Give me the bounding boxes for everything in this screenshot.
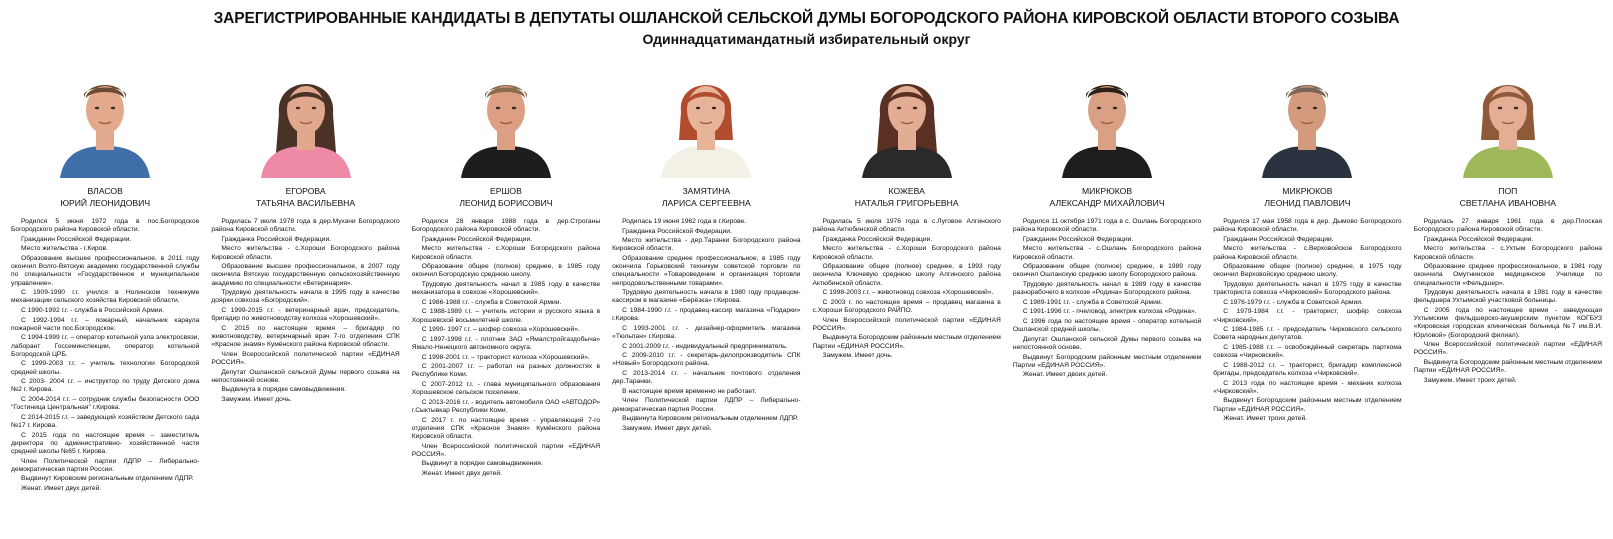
candidate-given-names: АЛЕКСАНДР МИХАЙЛОВИЧ xyxy=(1049,197,1165,208)
candidate-surname: ЕРШОВ xyxy=(490,186,522,196)
biography-paragraph: С 1996 года по настоящее время - оператор котельной Ошланской средней школы. xyxy=(1012,317,1202,334)
biography-paragraph: С 2009-2010 г.г. - секретарь-делопроизводитель СПК «Новый» Богородского района. xyxy=(612,352,801,368)
biography-paragraph: Член Политической партии ЛДПР – Либерально-демократическая партия России. xyxy=(11,457,200,473)
biography-paragraph: С 2001-2007 г.г. – работал на разных должностях в Республике Коми. xyxy=(411,363,601,379)
biography-paragraph: Место жительства - с.Верховойское Богородского района Кировской области. xyxy=(1213,245,1402,261)
biography-paragraph: С 2013-2014 г.г. - начальник почтового отделения дер.Таранки. xyxy=(612,369,801,386)
biography-paragraph: Родилась 19 июня 1962 года в г.Кирове. xyxy=(622,218,747,225)
biography-paragraph: Трудовую деятельность начала в 1980 году продавцом-кассиром в магазине «Берёзка» г.Кирова. xyxy=(612,289,801,305)
candidate-photo-frame xyxy=(211,50,399,178)
candidate-given-names: ТАТЬЯНА ВАСИЛЬЕВНА xyxy=(256,197,356,208)
biography-paragraph: Выдвинута Богородским районным местным отделением Партии «ЕДИНАЯ РОССИЯ». xyxy=(812,334,1001,350)
candidate-given-names: СВЕТЛАНА ИВАНОВНА xyxy=(1459,197,1556,208)
biography-paragraph: Образование общее (полное) среднее, в 1989 году окончил Ошланскую среднюю школу Богородского района. xyxy=(1012,263,1202,279)
biography-paragraph: С 2003- 2004 г.г. – инструктор по труду Детского дома №2 г. Кирова. xyxy=(11,378,200,394)
biography-paragraph: Выдвинута в порядке самовыдвижения. xyxy=(221,386,346,394)
candidate-card xyxy=(1207,50,1407,495)
biography-paragraph: Трудовую деятельность начал в 1985 году в качестве механизатора в совхозе «Хорошевский». xyxy=(411,280,601,297)
biography-paragraph: Трудовую деятельность начал в 1989 году в качестве разнорабочего в колхозе «Родина» Богородского района. xyxy=(1012,280,1202,297)
biography-paragraph: Родился 5 июня 1972 года в пос.Богородское Богородского района Кировской области. xyxy=(11,218,200,234)
candidate-biography xyxy=(211,218,399,404)
biography-paragraph: Место жительства - с.Хороши Богородского района Кировской области. xyxy=(411,245,601,261)
biography-paragraph: Гражданин Российской Федерации. xyxy=(21,235,132,243)
candidate-biography xyxy=(813,218,1001,360)
biography-paragraph: С 1991-1996 г.г. - пчеловод, электрик колхоза «Родина». xyxy=(1022,308,1197,316)
biography-paragraph: Образование общее (полное) среднее, в 1985 году окончил Богородскую среднюю школу. xyxy=(411,263,601,279)
candidate-portrait xyxy=(56,54,154,178)
candidate-card xyxy=(1007,50,1207,495)
biography-paragraph: Женат. Имеет двоих детей. xyxy=(1022,371,1108,379)
candidate-card xyxy=(606,50,806,495)
biography-paragraph: С 1990-1992 г.г. - служба в Российской Армии. xyxy=(21,306,165,314)
biography-paragraph: С 1985-1988 г.г. – освобождённый секретарь парткома совхоза «Чирковский». xyxy=(1213,343,1402,360)
biography-paragraph: Место жительства - г.Киров. xyxy=(21,245,108,253)
biography-paragraph: В настоящее время временно не работает. xyxy=(622,387,757,395)
candidate-portrait xyxy=(257,54,355,178)
biography-paragraph: Замужем. Имеет двух детей. xyxy=(622,424,712,432)
biography-paragraph: С 1993-2001 г.г. - дизайнер-оформитель магазина «Тюльпан» г.Кирова. xyxy=(612,324,801,340)
biography-paragraph: С 2017 г. по настоящее время - управляющий 7-го отделения СПК «Красное Знамя» Кумёнского района Кировской области. xyxy=(411,416,601,440)
biography-paragraph: С 1986-1988 г.г. - служба в Советской Армии. xyxy=(421,298,562,306)
biography-paragraph: Гражданка Российской Федерации. xyxy=(822,235,933,243)
biography-paragraph: Образование высшее профессиональное, в 2007 году окончила Вятскую государственную сельскохозяйственную академию по специальности «Ветеринария». xyxy=(211,263,400,287)
biography-paragraph: Трудовую деятельность начала в 1981 году в качестве фельдшера Ухтымской участковой больницы. xyxy=(1413,289,1602,305)
biography-paragraph: С 1988-1989 г.г. – учитель истории и русского языка в Хорошевской восьмилетней школе. xyxy=(411,308,601,324)
biography-paragraph: Член Политической партии ЛДПР – Либерально-демократическая партия России. xyxy=(612,397,801,413)
biography-paragraph: Гражданка Российской Федерации. xyxy=(1423,235,1534,243)
biography-paragraph: Выдвинута Кировским региональным отделением ЛДПР. xyxy=(622,415,799,423)
biography-paragraph: Замужем. Имеет дочь. xyxy=(221,395,292,403)
page-title: ЗАРЕГИСТРИРОВАННЫЕ КАНДИДАТЫ В ДЕПУТАТЫ ОШЛАНСКОЙ СЕЛЬСКОЙ ДУМЫ БОГОРОДСКОГО РАЙОНА КИРОВСКОЙ ОБЛАСТИ ВТОРОГО СОЗЫВА xyxy=(213,10,1400,27)
biography-paragraph: Родился 28 января 1988 года в дер.Строганы Богородского района Кировской области. xyxy=(411,218,601,234)
biography-paragraph: С 1999-2003 г.г. – учитель технологии Богородской средней школы. xyxy=(11,360,200,376)
biography-paragraph: Женат. Имеет двух детей. xyxy=(421,469,502,477)
biography-paragraph: С 2014-2015 г.г. – заведующий хозяйством Детского сада №17 г. Кирова. xyxy=(11,413,200,429)
candidate-name xyxy=(1013,186,1201,212)
biography-paragraph: С 1909-1990 г.г. учился в Нолинском техникуме механизации сельского хозяйства Кировской области. xyxy=(11,289,200,305)
biography-paragraph: Место жительства - с.Ухтым Богородского района Кировской области. xyxy=(1413,245,1602,261)
biography-paragraph: С 2004-2014 г.г. – сотрудник службы безопасности ООО "Гостиница Центральная" г.Кирова. xyxy=(11,395,200,412)
biography-paragraph: Гражданин Российской Федерации. xyxy=(1223,235,1334,243)
biography-paragraph: Выдвинут Богородским районным местным отделением Партии «ЕДИНАЯ РОССИЯ». xyxy=(1213,397,1402,413)
biography-paragraph: Выдвинут в порядке самовыдвижения. xyxy=(421,460,543,468)
biography-paragraph: Родился 11 октября 1971 года в с. Ошлань Богородского района Кировской области. xyxy=(1012,218,1202,234)
biography-paragraph: Родилась 7 июля 1978 года в дер.Мухачи Богородского района Кировской области. xyxy=(211,218,400,234)
candidate-photo-frame xyxy=(813,50,1001,178)
biography-paragraph: Гражданин Российской Федерации. xyxy=(1022,235,1134,243)
candidate-surname: ПОП xyxy=(1498,186,1518,196)
biography-paragraph: С 2015 года по настоящее время – заместитель директора по административно- хозяйственной части средней школы №65 г. Кирова. xyxy=(11,431,200,455)
candidate-name xyxy=(412,186,600,212)
biography-paragraph: Образование среднее профессиональное, в 1981 году окончила Омутнинское медицинское Училище по специальности «Фельдшер». xyxy=(1413,263,1602,287)
candidate-biography xyxy=(1013,218,1201,380)
candidate-given-names: ЛЕОНИД ПАВЛОВИЧ xyxy=(1264,197,1351,208)
biography-paragraph: С 1984-1985 г.г. - председатель Чирковского сельского Совета народных депутатов. xyxy=(1213,326,1402,342)
candidate-surname: КОЖЕВА xyxy=(888,186,925,196)
page-subtitle: Одиннадцатимандатный избирательный округ xyxy=(642,31,971,47)
biography-paragraph: Выдвинут Богородским районным местным отделением Партии «ЕДИНАЯ РОССИЯ». xyxy=(1012,353,1202,369)
biography-paragraph: Замужем. Имеет дочь. xyxy=(822,352,893,360)
candidate-given-names: ЛАРИСА СЕРГЕЕВНА xyxy=(661,197,751,208)
biography-paragraph: С 2007-2012 г.г. - глава муниципального образования Хорошевское сельское поселение. xyxy=(411,380,601,397)
biography-paragraph: Место жительства - с.Ошлань Богородского района Кировской области. xyxy=(1012,245,1202,261)
candidate-biography xyxy=(612,218,800,433)
candidate-given-names: НАТАЛЬЯ ГРИГОРЬЕВНА xyxy=(854,197,959,208)
biography-paragraph: Гражданин Российской Федерации. xyxy=(421,235,533,243)
biography-paragraph: Член Всероссийской политической партии «ЕДИНАЯ РОССИЯ». xyxy=(1413,341,1602,357)
biography-paragraph: Образование высшее профессиональное, в 2011 году окончил Волго-Вятскую академию государственной службы по специальности «Государственное и муниципальное управление». xyxy=(11,254,200,287)
candidate-surname: МИКРЮКОВ xyxy=(1082,186,1133,196)
biography-paragraph: Гражданка Российской Федерации. xyxy=(221,235,332,243)
biography-paragraph: С 2001-2009 г.г. - индивидуальный предприниматель. xyxy=(622,342,788,350)
biography-paragraph: Выдвинута Богородским районным местным отделением Партии «ЕДИНАЯ РОССИЯ». xyxy=(1413,358,1602,375)
biography-paragraph: Член Всероссийской политической партии «ЕДИНАЯ РОССИЯ». xyxy=(211,350,400,366)
candidate-card xyxy=(406,50,606,495)
biography-paragraph: Место жительства - дер.Таранки Богородского района Кировской области. xyxy=(612,237,801,253)
biography-paragraph: Женат. Имеет троих детей. xyxy=(1223,415,1308,423)
candidate-biography xyxy=(412,218,600,478)
biography-paragraph: Родился 17 мая 1958 года в дер. Дымово Богородского района Кировской области. xyxy=(1213,218,1402,234)
biography-paragraph: Выдвинут Кировским региональным отделением ЛДПР. xyxy=(21,475,194,483)
candidate-biography xyxy=(11,218,199,493)
candidate-given-names: ЮРИЙ ЛЕОНИДОВИЧ xyxy=(60,197,151,208)
candidate-surname: ВЛАСОВ xyxy=(87,186,123,196)
candidate-portrait xyxy=(1058,54,1156,178)
biography-paragraph: С 1979-1984 г.г. - тракторист, шофёр совхоза «Чирковский». xyxy=(1213,308,1402,324)
biography-paragraph: Гражданка Российской Федерации. xyxy=(622,227,732,235)
biography-paragraph: С 1998-2003 г.г. – животновод совхоза «Хорошевский». xyxy=(822,289,994,297)
biography-paragraph: С 2013-2016 г.г. - водитель автомобиля ОАО «АВТОДОР» г.Сыктывкар Республики Коми. xyxy=(411,398,601,414)
biography-paragraph: С 2015 по настоящее время – бригадир по животноводству, ветеринарный врач 7-го отделения СПК «Красное знамя» Кумёнского района Кировской области. xyxy=(211,324,400,349)
candidate-portrait xyxy=(1459,54,1557,178)
candidate-photo-frame xyxy=(612,50,800,178)
candidate-card xyxy=(205,50,405,495)
candidate-photo-frame xyxy=(11,50,199,178)
candidate-surname: МИКРЮКОВ xyxy=(1282,186,1333,196)
biography-paragraph: С 1994-1999 г.г. – оператор котельной узла электросвязи, лаборант Госсеминспекции, оператор котельной Богородской ЦРБ. xyxy=(11,334,200,358)
candidate-name xyxy=(1213,186,1401,212)
biography-paragraph: Образование общее (полное) среднее, в 1975 году окончил Верховойскую среднюю школу. xyxy=(1213,263,1402,279)
biography-paragraph: С 1989-1991 г.г. - служба в Советской Армии. xyxy=(1022,298,1163,306)
candidate-card xyxy=(807,50,1007,495)
biography-paragraph: Родилась 27 января 1961 года в дер.Плоская Богородского района Кировской области. xyxy=(1413,218,1602,234)
candidate-given-names: ЛЕОНИД БОРИСОВИЧ xyxy=(459,197,553,208)
candidates-grid xyxy=(5,50,1608,495)
biography-paragraph: С 1997-1998 г.г. - плотник ЗАО «Ямалстройгаздобыча» Ямало-Ненецкого автономного округа. xyxy=(411,335,601,351)
biography-paragraph: Женат. Имеет двух детей. xyxy=(21,484,102,492)
candidate-name xyxy=(211,186,399,212)
candidate-card xyxy=(1408,50,1608,495)
biography-paragraph: С 1984-1990 г.г. - продавец-кассир магазина «Подарки» г.Кирова. xyxy=(612,306,801,323)
biography-paragraph: С 1992-1994 г.г. – пожарный, начальник караула пожарной части пос.Богородское. xyxy=(11,316,200,332)
biography-paragraph: Место жительства - с.Хороши Богородского района Кировской области. xyxy=(211,245,400,261)
biography-paragraph: С 2013 года по настоящее время - механик колхоза «Чирковский». xyxy=(1213,379,1402,395)
candidate-portrait xyxy=(657,54,755,178)
biography-paragraph: Родилась 5 июля 1976 года в с.Луговое Алгинского района Актюбинской области. xyxy=(812,218,1001,234)
biography-paragraph: С 2005 года по настоящее время - заведующая Ухтымским фельдшерско-акушерским пунктом КОГБУЗ «Кировская городская клиническая больница №7 им.В.И. Юрловой» (Богородский филиал). xyxy=(1413,306,1602,339)
biography-paragraph: Трудовую деятельность начал в 1975 году в качестве тракториста совхоза «Чирковский» Богородского района. xyxy=(1213,280,1402,297)
candidate-name xyxy=(813,186,1001,212)
candidate-portrait xyxy=(858,54,956,178)
candidate-biography xyxy=(1213,218,1401,423)
biography-paragraph: С 1990- 1997 г.г. – шофер совхоза «Хорошевский». xyxy=(421,326,580,334)
candidate-photo-frame xyxy=(1213,50,1401,178)
biography-paragraph: Трудовую деятельность начала в 1995 году в качестве доярки совхоза «Богородский». xyxy=(211,289,400,305)
biography-paragraph: С 1998-2001 г.г. – тракторист колхоза «Хорошевский». xyxy=(421,353,590,361)
candidate-name xyxy=(1414,186,1602,212)
biography-paragraph: Место жительства - с.Хороши Богородского района Кировской области. xyxy=(812,245,1001,261)
biography-paragraph: С 1999-2015 г.г. - ветеринарный врач, председатель, бригадир по животноводству колхоза «Хорошевский». xyxy=(211,306,400,323)
biography-paragraph: Депутат Ошланской сельской Думы первого созыва на непостоянной основе. xyxy=(211,368,400,384)
biography-paragraph: Член Всероссийской политической партии «ЕДИНАЯ РОССИЯ». xyxy=(812,316,1001,332)
page-header xyxy=(0,0,1613,48)
candidate-portrait xyxy=(1258,54,1356,178)
candidate-name xyxy=(11,186,199,212)
biography-paragraph: Образование среднее профессиональное, в 1985 году окончила Горьковский техникум советской торговли по специальности «Товароведение и организация торговли непродовольственными товарами». xyxy=(612,254,801,287)
candidate-name xyxy=(612,186,800,212)
candidate-photo-frame xyxy=(1013,50,1201,178)
candidate-photo-frame xyxy=(412,50,600,178)
biography-paragraph: Образование общее (полное) среднее, в 1993 году окончила Ключевую среднюю школу Алгинского района Актюбинской области. xyxy=(812,263,1001,287)
candidate-surname: ЕГОРОВА xyxy=(285,186,326,196)
candidate-surname: ЗАМЯТИНА xyxy=(682,186,731,196)
biography-paragraph: Депутат Ошланской сельской Думы первого созыва на непостоянной основе. xyxy=(1012,335,1202,351)
biography-paragraph: С 1976-1979 г.г. - служба в Советской Армии. xyxy=(1223,298,1363,306)
candidate-portrait xyxy=(457,54,555,178)
biography-paragraph: С 1988-2012 г.г. – тракторист, бригадир комплексной бригады, председатель колхоза «Чирковский». xyxy=(1213,361,1402,377)
biography-paragraph: С 2003 г. по настоящее время – продавец магазина в с.Хороши Богородского РАЙПО. xyxy=(812,298,1001,314)
candidate-card xyxy=(5,50,205,495)
candidate-photo-frame xyxy=(1414,50,1602,178)
candidate-biography xyxy=(1414,218,1602,385)
biography-paragraph: Замужем. Имеет троих детей. xyxy=(1423,376,1517,384)
biography-paragraph: Член Всероссийской политической партии «ЕДИНАЯ РОССИЯ». xyxy=(411,442,601,458)
